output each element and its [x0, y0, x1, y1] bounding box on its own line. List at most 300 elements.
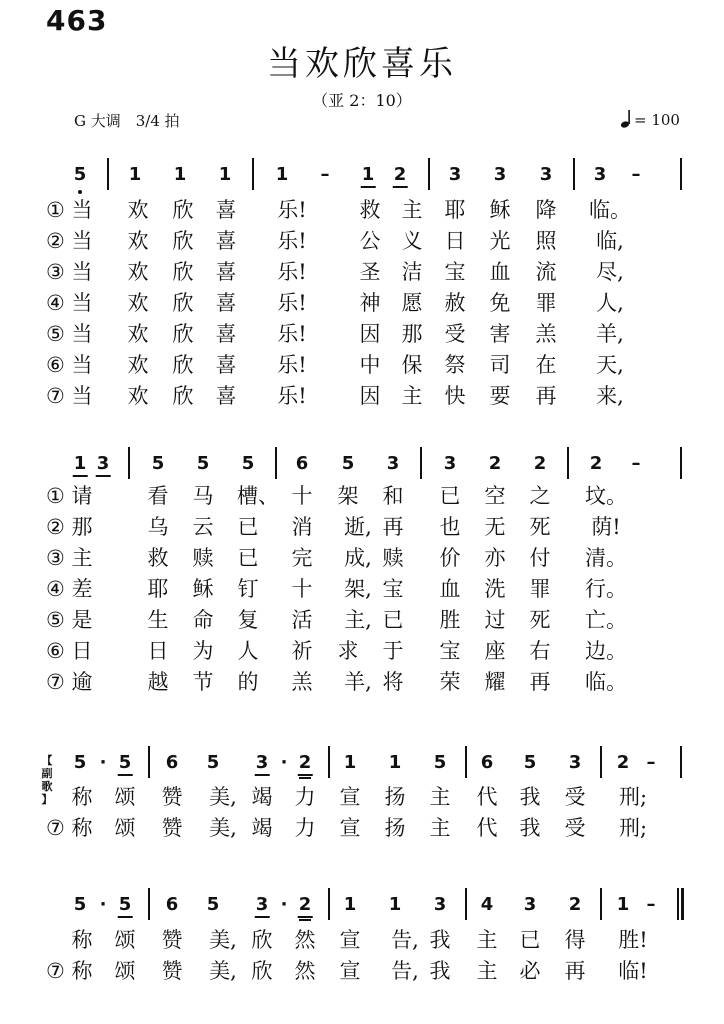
lyric-syllable: 耶 — [444, 198, 466, 222]
jianpu-note: 3 — [255, 894, 269, 915]
jianpu-note: 5 — [206, 894, 220, 915]
lyric-syllable: 云 — [192, 515, 214, 539]
verse-number: ④ — [46, 577, 65, 601]
lyric-syllable: 再 — [535, 384, 557, 408]
lyric-syllable: 荣 — [439, 670, 461, 694]
verse-number: ⑦ — [46, 959, 65, 983]
jianpu-note: 5 — [73, 752, 87, 773]
lyric-syllable: 将 — [382, 670, 404, 694]
jianpu-note: 2 — [393, 164, 407, 185]
tempo-marking — [620, 110, 680, 129]
barline — [573, 158, 575, 190]
jianpu-note: 1 — [73, 453, 87, 474]
jianpu-note: 1 — [128, 164, 142, 185]
lyric-syllable: 也 — [439, 515, 461, 539]
lyric-syllable: 祈 — [291, 639, 313, 663]
jianpu-note: – — [631, 164, 641, 185]
lyric-syllable: 当 — [71, 384, 93, 408]
jianpu-note: – — [646, 894, 656, 915]
barline — [680, 746, 682, 778]
lyric-syllable: 乐! — [277, 322, 307, 346]
lyric-syllable: 血 — [489, 260, 511, 284]
lyric-syllable: 因 — [359, 322, 381, 346]
lyric-syllable: 免 — [489, 291, 511, 315]
lyric-syllable: 亦 — [484, 546, 506, 570]
chorus-label — [40, 754, 54, 806]
lyric-syllable: 我 — [519, 785, 541, 809]
lyric-syllable: 神 — [359, 291, 381, 315]
lyric-syllable: 称 — [71, 785, 93, 809]
lyric-syllable: 美, — [209, 959, 237, 983]
lyric-syllable: 乐! — [277, 229, 307, 253]
jianpu-note: 1 — [343, 752, 357, 773]
lyric-syllable: 亡。 — [585, 608, 627, 632]
double-underline — [299, 919, 311, 921]
lyric-syllable: 欣 — [172, 384, 194, 408]
jianpu-note: 3 — [443, 453, 457, 474]
lyric-syllable: 槽、 — [237, 484, 279, 508]
lyric-syllable: 受 — [564, 785, 586, 809]
lyric-syllable: 竭 — [251, 785, 273, 809]
lyric-syllable: 当 — [71, 291, 93, 315]
barline — [680, 447, 682, 479]
lyric-syllable: 然 — [294, 959, 316, 983]
lyric-syllable: 流 — [535, 260, 557, 284]
jianpu-note: 2 — [298, 752, 312, 773]
lyric-syllable: 宣 — [339, 959, 361, 983]
lyric-syllable: 喜 — [215, 198, 237, 222]
jianpu-note: 3 — [448, 164, 462, 185]
lyric-syllable: 血 — [439, 577, 461, 601]
lyric-syllable: 天, — [596, 353, 624, 377]
lyric-syllable: 行。 — [585, 577, 627, 601]
lyric-syllable: 胜! — [618, 928, 648, 952]
barline — [465, 746, 467, 778]
lyric-syllable: 日 — [444, 229, 466, 253]
jianpu-note: 6 — [165, 894, 179, 915]
jianpu-note: 2 — [533, 453, 547, 474]
lyric-syllable: 圣 — [359, 260, 381, 284]
jianpu-note: 1 — [173, 164, 187, 185]
lyric-syllable: 羔 — [535, 322, 557, 346]
lyric-syllable: 喜 — [215, 260, 237, 284]
lyric-syllable: 荫! — [591, 515, 621, 539]
barline — [328, 746, 330, 778]
lyric-syllable: 宝 — [382, 577, 404, 601]
chorus-label-char: 【 — [41, 754, 53, 767]
lyric-syllable: 命 — [192, 608, 214, 632]
final-barline-thin — [677, 888, 679, 920]
jianpu-note: 5 — [73, 894, 87, 915]
lyric-syllable: 架 — [337, 484, 359, 508]
lyric-syllable: 欣 — [172, 291, 194, 315]
lyric-syllable: 坟。 — [585, 484, 627, 508]
lyric-syllable: 喜 — [215, 229, 237, 253]
verse-number: ① — [46, 484, 65, 508]
lyric-syllable: 再 — [382, 515, 404, 539]
lyric-syllable: 救 — [359, 198, 381, 222]
jianpu-note: 3 — [539, 164, 553, 185]
jianpu-note: 5 — [151, 453, 165, 474]
lyric-syllable: 已 — [382, 608, 404, 632]
lyric-syllable: 我 — [519, 816, 541, 840]
lyric-syllable: 愿 — [401, 291, 423, 315]
lyric-syllable: 受 — [564, 816, 586, 840]
lyric-syllable: 洁 — [401, 260, 423, 284]
jianpu-note: 1 — [616, 894, 630, 915]
lyric-syllable: 尽, — [596, 260, 624, 284]
barline — [420, 447, 422, 479]
lyric-syllable: 中 — [359, 353, 381, 377]
verse-number: ⑦ — [46, 384, 65, 408]
barline — [680, 158, 682, 190]
lyric-syllable: 请 — [71, 484, 93, 508]
lyric-syllable: 空 — [484, 484, 506, 508]
lyric-syllable: 的 — [237, 670, 259, 694]
lyric-syllable: 我 — [429, 959, 451, 983]
lyric-syllable: 刑; — [618, 816, 648, 840]
jianpu-note: 1 — [388, 752, 402, 773]
lyric-syllable: 羊, — [344, 670, 372, 694]
verse-number: ① — [46, 198, 65, 222]
lyric-syllable: 欢 — [127, 384, 149, 408]
jianpu-note: 6 — [295, 453, 309, 474]
lyric-syllable: 欣 — [251, 959, 273, 983]
jianpu-note: – — [320, 164, 330, 185]
verse-number: ② — [46, 229, 65, 253]
barline — [567, 447, 569, 479]
lyric-syllable: 刑; — [618, 785, 648, 809]
lyric-syllable: 耶 — [147, 577, 169, 601]
lyric-syllable: 当 — [71, 322, 93, 346]
lyric-syllable: 再 — [564, 959, 586, 983]
lyric-syllable: 要 — [489, 384, 511, 408]
jianpu-note: – — [631, 453, 641, 474]
lyric-syllable: 差 — [71, 577, 93, 601]
verse-number: ⑥ — [46, 353, 65, 377]
lyric-syllable: 宣 — [339, 816, 361, 840]
lyric-syllable: 人, — [596, 291, 624, 315]
barline — [148, 746, 150, 778]
lyric-syllable: 美, — [209, 928, 237, 952]
jianpu-note: 5 — [196, 453, 210, 474]
lyric-syllable: 付 — [529, 546, 551, 570]
lyric-syllable: 过 — [484, 608, 506, 632]
lyric-syllable: 日 — [71, 639, 93, 663]
jianpu-note: 2 — [488, 453, 502, 474]
jianpu-note: 5 — [523, 752, 537, 773]
lyric-syllable: 临。 — [585, 670, 627, 694]
lyric-syllable: 欣 — [172, 322, 194, 346]
final-barline-thick — [681, 888, 684, 920]
lyric-syllable: 颂 — [114, 928, 136, 952]
lyric-syllable: 清。 — [585, 546, 627, 570]
jianpu-note: · — [280, 752, 288, 773]
lyric-syllable: 再 — [529, 670, 551, 694]
jianpu-note: 3 — [433, 894, 447, 915]
lyric-syllable: 欣 — [172, 353, 194, 377]
jianpu-note: · — [280, 894, 288, 915]
lyric-syllable: 宝 — [444, 260, 466, 284]
jianpu-note: · — [99, 894, 107, 915]
lyric-syllable: 欣 — [172, 260, 194, 284]
lyric-syllable: 于 — [382, 639, 404, 663]
barline — [600, 746, 602, 778]
scripture-reference: （亚 2：10） — [312, 91, 412, 110]
quarter-note-icon — [620, 110, 634, 128]
lyric-syllable: 为 — [192, 639, 214, 663]
lyric-syllable: 人 — [237, 639, 259, 663]
lyric-syllable: 公 — [359, 229, 381, 253]
lyric-syllable: 欢 — [127, 353, 149, 377]
key-time-signature: G 大调 3/4 拍 — [74, 112, 180, 130]
lyric-syllable: 边。 — [585, 639, 627, 663]
jianpu-note: 1 — [388, 894, 402, 915]
jianpu-note: 2 — [298, 894, 312, 915]
jianpu-note: 3 — [255, 752, 269, 773]
verse-number: ③ — [46, 260, 65, 284]
jianpu-note: 5 — [118, 894, 132, 915]
lyric-syllable: 当 — [71, 353, 93, 377]
lyric-syllable: 那 — [71, 515, 93, 539]
lyric-syllable: 代 — [476, 816, 498, 840]
hymn-number: 463 — [46, 4, 108, 37]
jianpu-note: 3 — [493, 164, 507, 185]
lyric-syllable: 然 — [294, 928, 316, 952]
lyric-syllable: 罪 — [529, 577, 551, 601]
lyric-syllable: 主 — [429, 785, 451, 809]
lyric-syllable: 赎 — [192, 546, 214, 570]
lyric-syllable: 赎 — [382, 546, 404, 570]
lyric-syllable: 罪 — [535, 291, 557, 315]
lyric-syllable: 乌 — [147, 515, 169, 539]
chorus-label-char: 副 — [41, 767, 53, 780]
lyric-syllable: 乐! — [277, 384, 307, 408]
verse-number: ③ — [46, 546, 65, 570]
lyric-syllable: 胜 — [439, 608, 461, 632]
lyric-syllable: 欢 — [127, 260, 149, 284]
lyric-syllable: 消 — [291, 515, 313, 539]
lyric-syllable: 已 — [439, 484, 461, 508]
lyric-syllable: 已 — [237, 546, 259, 570]
barline — [275, 447, 277, 479]
barline — [148, 888, 150, 920]
verse-number: ⑦ — [46, 816, 65, 840]
lyric-syllable: 临。 — [589, 198, 631, 222]
jianpu-note: · — [99, 752, 107, 773]
lyric-syllable: 活 — [291, 608, 313, 632]
lyric-syllable: 美, — [209, 816, 237, 840]
jianpu-note: 5 — [206, 752, 220, 773]
lyric-syllable: 称 — [71, 928, 93, 952]
lyric-syllable: 赞 — [161, 959, 183, 983]
jianpu-note: 5 — [241, 453, 255, 474]
lyric-syllable: 主 — [429, 816, 451, 840]
jianpu-note: 5 — [73, 164, 87, 185]
lyric-syllable: 快 — [444, 384, 466, 408]
lyric-syllable: 赞 — [161, 928, 183, 952]
jianpu-note: 1 — [361, 164, 375, 185]
jianpu-note: 5 — [433, 752, 447, 773]
lyric-syllable: 光 — [489, 229, 511, 253]
lyric-syllable: 颂 — [114, 816, 136, 840]
lyric-syllable: 我 — [429, 928, 451, 952]
lyric-syllable: 欢 — [127, 322, 149, 346]
lyric-syllable: 照 — [535, 229, 557, 253]
lyric-syllable: 欢 — [127, 291, 149, 315]
barline — [465, 888, 467, 920]
lyric-syllable: 是 — [71, 608, 93, 632]
lyric-syllable: 稣 — [489, 198, 511, 222]
lyric-syllable: 主 — [476, 959, 498, 983]
lyric-syllable: 当 — [71, 198, 93, 222]
barline — [107, 158, 109, 190]
lyric-syllable: 欣 — [172, 198, 194, 222]
lyric-syllable: 无 — [484, 515, 506, 539]
jianpu-note: 5 — [118, 752, 132, 773]
lyric-syllable: 宣 — [339, 928, 361, 952]
lyric-syllable: 那 — [401, 322, 423, 346]
verse-number: ④ — [46, 291, 65, 315]
lyric-syllable: 日 — [147, 639, 169, 663]
jianpu-note: 3 — [568, 752, 582, 773]
lyric-syllable: 成, — [344, 546, 372, 570]
lyric-syllable: 之 — [529, 484, 551, 508]
lyric-syllable: 完 — [291, 546, 313, 570]
verse-number: ⑥ — [46, 639, 65, 663]
double-underline — [299, 777, 311, 779]
lyric-syllable: 越 — [147, 670, 169, 694]
lyric-syllable: 欢 — [127, 198, 149, 222]
lyric-syllable: 喜 — [215, 384, 237, 408]
lyric-syllable: 赦 — [444, 291, 466, 315]
lyric-syllable: 洗 — [484, 577, 506, 601]
jianpu-note: 1 — [275, 164, 289, 185]
lyric-syllable: 颂 — [114, 785, 136, 809]
barline — [128, 447, 130, 479]
lyric-syllable: 代 — [476, 785, 498, 809]
lyric-syllable: 宝 — [439, 639, 461, 663]
lyric-syllable: 已 — [519, 928, 541, 952]
lyric-syllable: 逝, — [344, 515, 372, 539]
lyric-syllable: 当 — [71, 260, 93, 284]
lyric-syllable: 马 — [192, 484, 214, 508]
lyric-syllable: 喜 — [215, 353, 237, 377]
lyric-syllable: 羊, — [596, 322, 624, 346]
lyric-syllable: 喜 — [215, 322, 237, 346]
jianpu-note: 3 — [523, 894, 537, 915]
jianpu-note: 2 — [568, 894, 582, 915]
lyric-syllable: 已 — [237, 515, 259, 539]
lyric-syllable: 欣 — [251, 928, 273, 952]
lyric-syllable: 座 — [484, 639, 506, 663]
lyric-syllable: 看 — [147, 484, 169, 508]
tempo-value: = 100 — [634, 111, 680, 129]
lyric-syllable: 因 — [359, 384, 381, 408]
lyric-syllable: 主, — [344, 608, 372, 632]
verse-number: ⑤ — [46, 322, 65, 346]
lyric-syllable: 乐! — [277, 198, 307, 222]
jianpu-note: 2 — [589, 453, 603, 474]
verse-number: ② — [46, 515, 65, 539]
lyric-syllable: 喜 — [215, 291, 237, 315]
barline — [600, 888, 602, 920]
lyric-syllable: 必 — [519, 959, 541, 983]
lyric-syllable: 扬 — [384, 785, 406, 809]
lyric-syllable: 架, — [344, 577, 372, 601]
lyric-syllable: 在 — [535, 353, 557, 377]
barline — [328, 888, 330, 920]
lyric-syllable: 价 — [439, 546, 461, 570]
lyric-syllable: 主 — [71, 546, 93, 570]
verse-number: ⑤ — [46, 608, 65, 632]
lyric-syllable: 乐! — [277, 260, 307, 284]
chorus-label-char: 歌 — [41, 780, 53, 793]
lyric-syllable: 十 — [291, 484, 313, 508]
lyric-syllable: 害 — [489, 322, 511, 346]
lyric-syllable: 宣 — [339, 785, 361, 809]
octave-dot-below — [78, 190, 82, 194]
lyric-syllable: 降 — [535, 198, 557, 222]
lyric-syllable: 生 — [147, 608, 169, 632]
lyric-syllable: 主 — [476, 928, 498, 952]
lyric-syllable: 钉 — [237, 577, 259, 601]
lyric-syllable: 耀 — [484, 670, 506, 694]
jianpu-note: 6 — [165, 752, 179, 773]
lyric-syllable: 节 — [192, 670, 214, 694]
lyric-syllable: 死 — [529, 608, 551, 632]
lyric-syllable: 义 — [401, 229, 423, 253]
lyric-syllable: 临! — [618, 959, 648, 983]
lyric-syllable: 得 — [564, 928, 586, 952]
lyric-syllable: 颂 — [114, 959, 136, 983]
lyric-syllable: 来, — [596, 384, 624, 408]
lyric-syllable: 羔 — [291, 670, 313, 694]
lyric-syllable: 主 — [401, 198, 423, 222]
jianpu-note: 2 — [616, 752, 630, 773]
lyric-syllable: 死 — [529, 515, 551, 539]
lyric-syllable: 美, — [209, 785, 237, 809]
lyric-syllable: 竭 — [251, 816, 273, 840]
lyric-syllable: 称 — [71, 959, 93, 983]
jianpu-note: – — [646, 752, 656, 773]
lyric-syllable: 求 — [337, 639, 359, 663]
jianpu-note: 1 — [218, 164, 232, 185]
lyric-syllable: 临, — [596, 229, 624, 253]
lyric-syllable: 欣 — [172, 229, 194, 253]
lyric-syllable: 力 — [294, 785, 316, 809]
lyric-syllable: 欢 — [127, 229, 149, 253]
lyric-syllable: 赞 — [161, 785, 183, 809]
jianpu-note: 1 — [343, 894, 357, 915]
lyric-syllable: 司 — [489, 353, 511, 377]
jianpu-note: 5 — [341, 453, 355, 474]
lyric-syllable: 告, — [391, 928, 419, 952]
verse-number: ⑦ — [46, 670, 65, 694]
lyric-syllable: 当 — [71, 229, 93, 253]
jianpu-note: 3 — [386, 453, 400, 474]
lyric-syllable: 力 — [294, 816, 316, 840]
lyric-syllable: 和 — [382, 484, 404, 508]
barline — [428, 158, 430, 190]
lyric-syllable: 扬 — [384, 816, 406, 840]
lyric-syllable: 告, — [391, 959, 419, 983]
lyric-syllable: 稣 — [192, 577, 214, 601]
hymn-title: 当欢欣喜乐 — [267, 44, 457, 84]
lyric-syllable: 乐! — [277, 291, 307, 315]
lyric-syllable: 受 — [444, 322, 466, 346]
barline — [252, 158, 254, 190]
